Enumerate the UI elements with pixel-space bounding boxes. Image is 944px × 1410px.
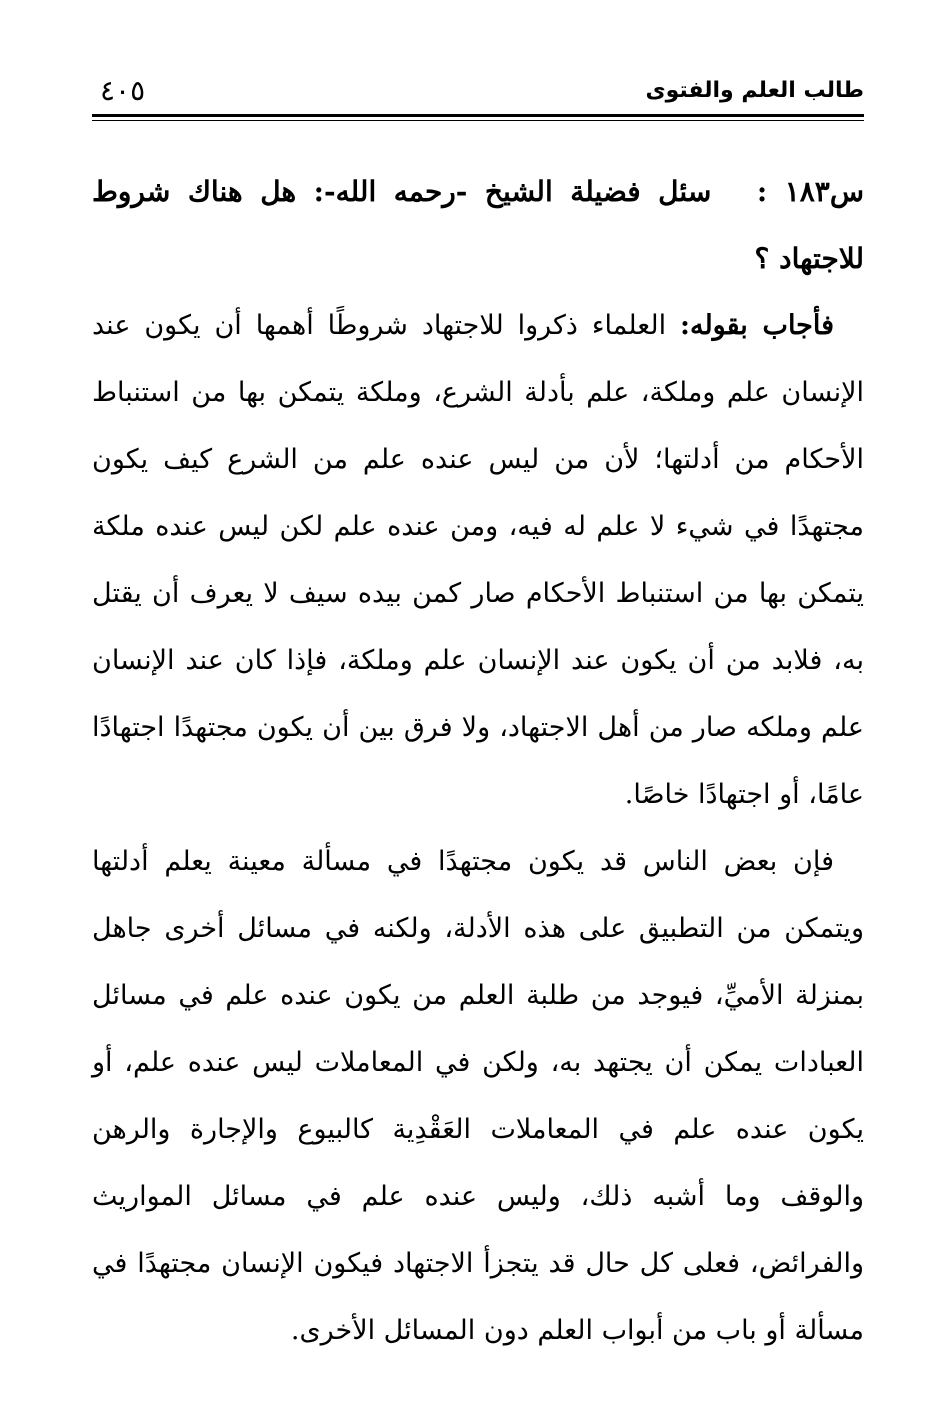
- running-title: طالب العلم والفتوى: [645, 78, 864, 103]
- page-body: [92, 158, 864, 1364]
- header-rule-thin: [92, 120, 864, 121]
- answer-lead: فأجاب بقوله:: [680, 310, 834, 341]
- answer-text: العلماء ذكروا للاجتهاد شروطًا أهمها أن يكون عند الإنسان علم وملكة، علم بأدلة الشرع، وملكة يتمكن بها من استنباط الأحكام من أدلتها؛ لأن من ليس عنده علم من الشرع كيف يكون مجتهدًا في شيء لا علم له فيه، ومن عنده علم لكن ليس عنده ملكة يتمكن بها من استنباط الأحكام صار كمن بيده سيف لا يعرف أن يقتل به، فلابد من أن يكون عند الإنسان علم وملكة، فإذا كان عند الإنسان علم وملكه صار من أهل الاجتهاد، ولا فرق بين أن يكون مجتهدًا اجتهادًا عامًا، أو اجتهادًا خاصًا.: [92, 310, 864, 810]
- second-paragraph: [92, 828, 864, 1364]
- question-text: سئل فضيلة الشيخ -رحمه الله-: هل هناك شروط للاجتهاد ؟: [92, 175, 864, 275]
- question-block: [92, 158, 864, 292]
- header-rule-thick: [92, 114, 864, 117]
- question-number: س١٨٣ :: [756, 175, 864, 208]
- answer-paragraph: [92, 292, 864, 828]
- second-paragraph-text: فإن بعض الناس قد يكون مجتهدًا في مسألة معينة يعلم أدلتها ويتمكن من التطبيق على هذه الأدلة، ولكنه في مسائل أخرى جاهل بمنزلة الأميِّ، فيوجد من طلبة العلم من يكون عنده علم في مسائل العبادات يمكن أن يجتهد به، ولكن في المعاملات ليس عنده علم، أو يكون عنده علم في المعاملات العَقْدِية كالبيوع والإجارة والرهن والوقف وما أشبه ذلك، وليس عنده علم في مسائل المواريث والفرائض، فعلى كل حال قد يتجزأ الاجتهاد فيكون الإنسان مجتهدًا في مسألة أو باب من أبواب العلم دون المسائل الأخرى.: [92, 846, 864, 1346]
- page-header: [92, 70, 864, 120]
- page-number: ٤٠٥: [100, 74, 146, 107]
